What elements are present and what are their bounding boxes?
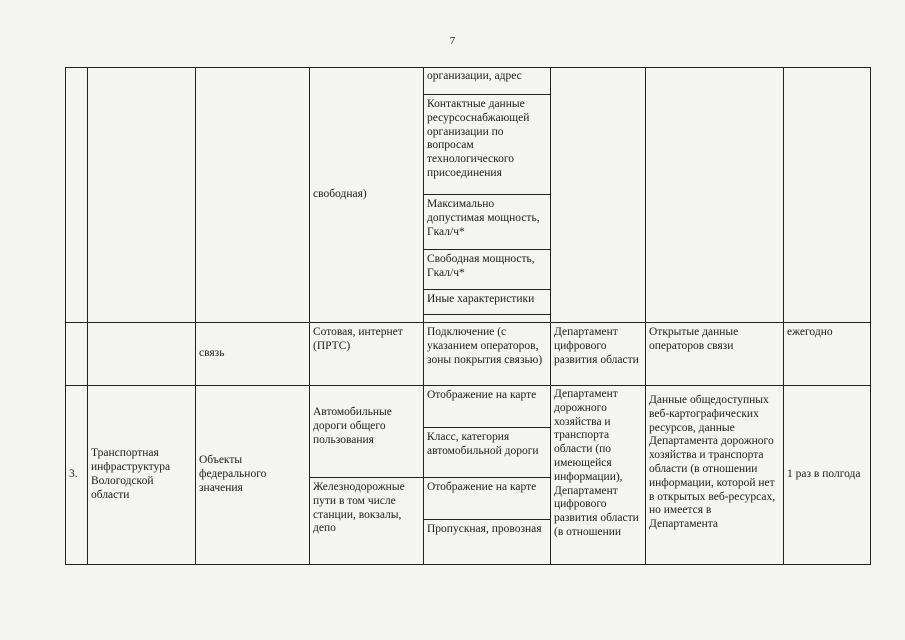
cell-attr-contact-data: Контактные данные ресурсоснабжающей организации по вопросам технологического присоединения xyxy=(424,95,551,195)
cell-source-roads xyxy=(646,386,784,565)
cell-frequency-half-year: 1 раз в полгода xyxy=(784,386,871,565)
cell-section-transport: Транспортная инфраструктура Вологодской области xyxy=(88,386,196,565)
data-table xyxy=(65,67,871,565)
cell-department-digital: Департамент цифрового развития области xyxy=(551,323,646,386)
cell-number-empty xyxy=(66,68,88,323)
department-roads-text: Департамент дорожного хозяйства и транспорта области (по имеющейся информации), Департамент цифрового развития области (в отношении xyxy=(554,388,639,538)
table-row xyxy=(66,386,871,428)
cell-source-empty xyxy=(646,68,784,323)
cell-attr-free-power: Свободная мощность, Гкал/ч* xyxy=(424,250,551,290)
cell-attr-rail-capacity: Пропускная, провозная xyxy=(424,520,551,565)
cell-department-roads xyxy=(551,386,646,565)
cell-number-3: 3. xyxy=(66,386,88,565)
cell-department-empty xyxy=(551,68,646,323)
table-row xyxy=(66,68,871,95)
cell-category-federal: Объекты федерального значения xyxy=(196,386,310,565)
cell-attr-roads-map: Отображение на карте xyxy=(424,386,551,428)
cell-attr-other-specs: Иные характеристики xyxy=(424,290,551,315)
cell-object-railways: Железнодорожные пути в том числе станции, вокзалы, депо xyxy=(310,478,424,565)
cell-attr-rail-map: Отображение на карте xyxy=(424,478,551,520)
cell-attr-max-power: Максимально допустимая мощность, Гкал/ч* xyxy=(424,195,551,250)
cell-number-empty xyxy=(66,323,88,386)
source-roads-text: Данные общедоступных веб-картографических ресурсов, данные Департамента дорожного хозяйства и транспорта области (в отношении информации, которой нет в открытых веб-ресурсах, но имеется в Департамента xyxy=(649,394,776,531)
cell-category-empty xyxy=(196,68,310,323)
cell-category-communication: связь xyxy=(196,323,310,386)
cell-object-free: свободная) xyxy=(310,68,424,323)
cell-attr-connection: Подключение (с указанием операторов, зоны покрытия связью) xyxy=(424,323,551,386)
cell-frequency-empty xyxy=(784,68,871,323)
cell-attr-org-address: организации, адрес xyxy=(424,68,551,95)
cell-section-empty xyxy=(88,68,196,323)
page-number: 7 xyxy=(449,35,456,47)
cell-object-roads: Автомобильные дороги общего пользования xyxy=(310,386,424,478)
cell-source-operators: Открытые данные операторов связи xyxy=(646,323,784,386)
table-row xyxy=(66,323,871,386)
cell-frequency-yearly: ежегодно xyxy=(784,323,871,386)
cell-section-empty xyxy=(88,323,196,386)
cell-attr-road-class: Класс, категория автомобильной дороги xyxy=(424,428,551,478)
cell-object-communication: Сотовая, интернет (ПРТС) xyxy=(310,323,424,386)
